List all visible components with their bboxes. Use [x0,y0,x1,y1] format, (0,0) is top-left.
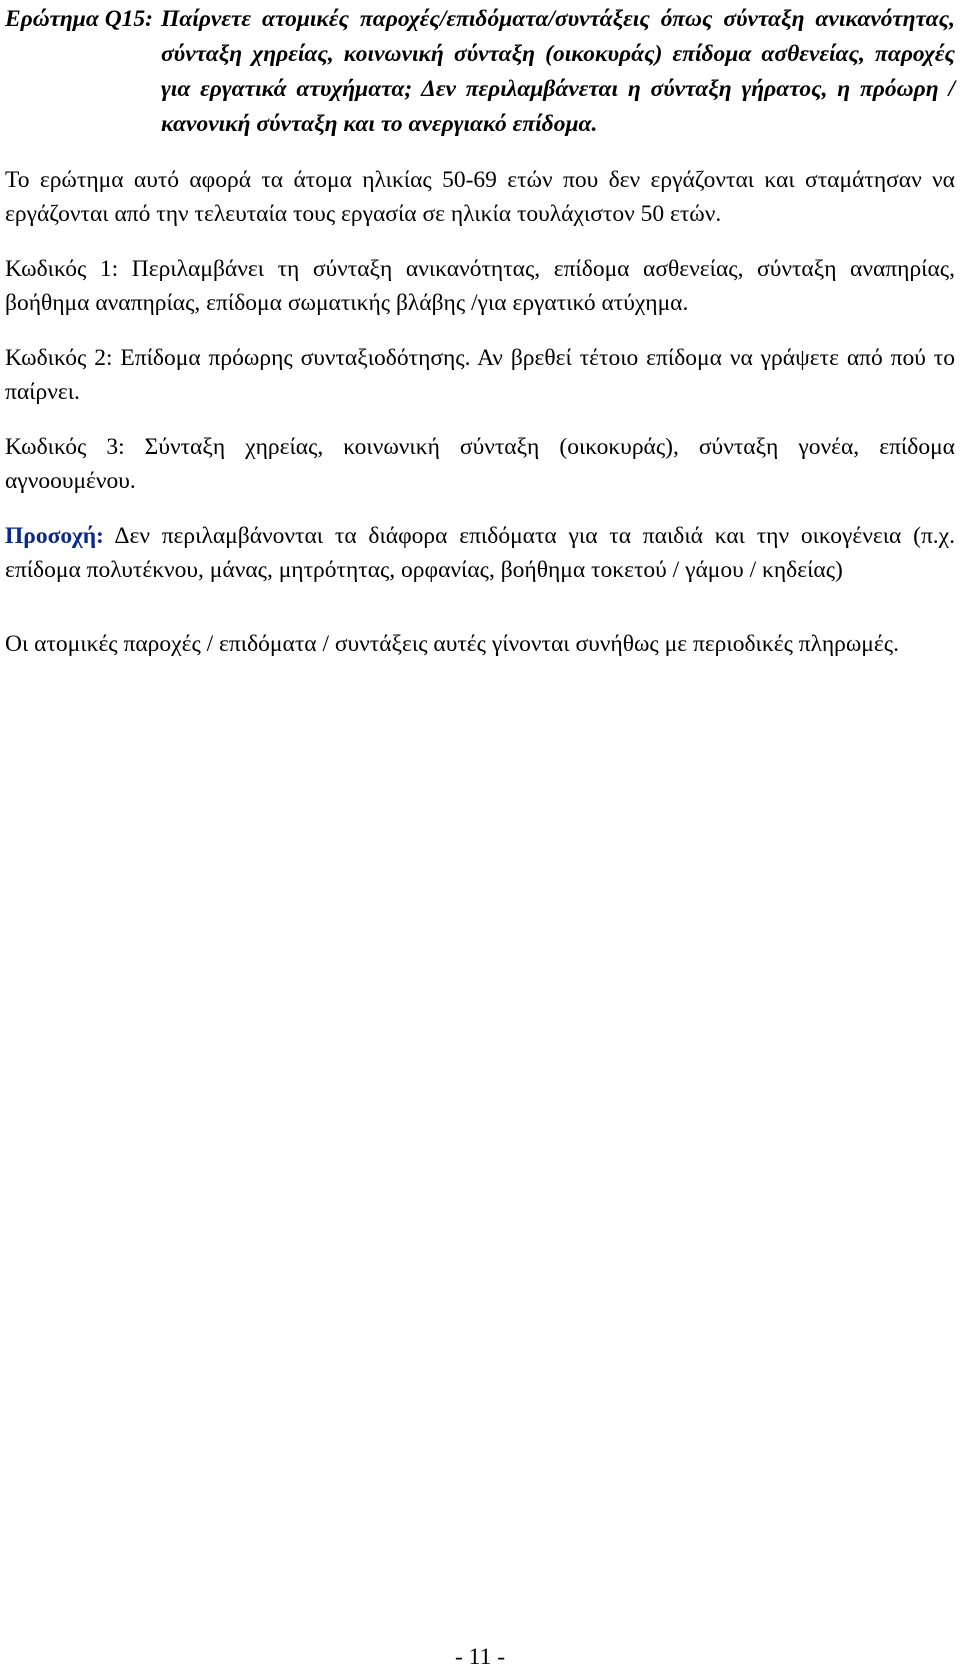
attention-text: Δεν περιλαμβάνονται τα διάφορα επιδόματα για τα παιδιά και την οικογένεια (π.χ. επίδομα πολυτέκνου, μάνας, μητρότητας, ορφανίας, βοήθημα τοκετού / γάμου / κηδείας) [5,523,955,583]
question-text: Παίρνετε ατομικές παροχές/επιδόματα/συντάξεις όπως σύνταξη ανικανότητας, σύνταξη χηρείας, κοινωνική σύνταξη (οικοκυράς) επίδομα ασθενείας, παροχές για εργατικά ατυχήματα; Δεν περιλαμβάνεται η σύνταξη γήρατος, η πρόωρη /κανονική σύνταξη και το ανεργιακό επίδομα. [161,6,955,137]
attention-label: Προσοχή: [5,523,104,549]
question-label: Ερώτημα Q15: [5,6,154,32]
code-1-paragraph: Κωδικός 1: Περιλαμβάνει τη σύνταξη ανικανότητας, επίδομα ασθενείας, σύνταξη αναπηρίας, βοήθημα αναπηρίας, επίδομα σωματικής βλάβης /για εργατικό ατύχημα. [5,256,955,316]
question-block [5,2,955,142]
document-page [5,0,955,661]
periodic-payments-paragraph: Οι ατομικές παροχές / επιδόματα / συντάξεις αυτές γίνονται συνήθως με περιοδικές πληρωμές. [5,631,899,657]
code-3-paragraph: Κωδικός 3: Σύνταξη χηρείας, κοινωνική σύνταξη (οικοκυράς), σύνταξη γονέα, επίδομα αγνοουμένου. [5,434,955,494]
attention-paragraph [5,519,955,587]
intro-paragraph: Το ερώτημα αυτό αφορά τα άτομα ηλικίας 50-69 ετών που δεν εργάζονται και σταμάτησαν να εργάζονται από την τελευταία τους εργασία σε ηλικία τουλάχιστον 50 ετών. [5,167,955,227]
page-number: - 11 - [454,1644,506,1670]
code-2-paragraph: Κωδικός 2: Επίδομα πρόωρης συνταξιοδότησης. Αν βρεθεί τέτοιο επίδομα να γράψετε από πού το παίρνει. [5,345,955,405]
